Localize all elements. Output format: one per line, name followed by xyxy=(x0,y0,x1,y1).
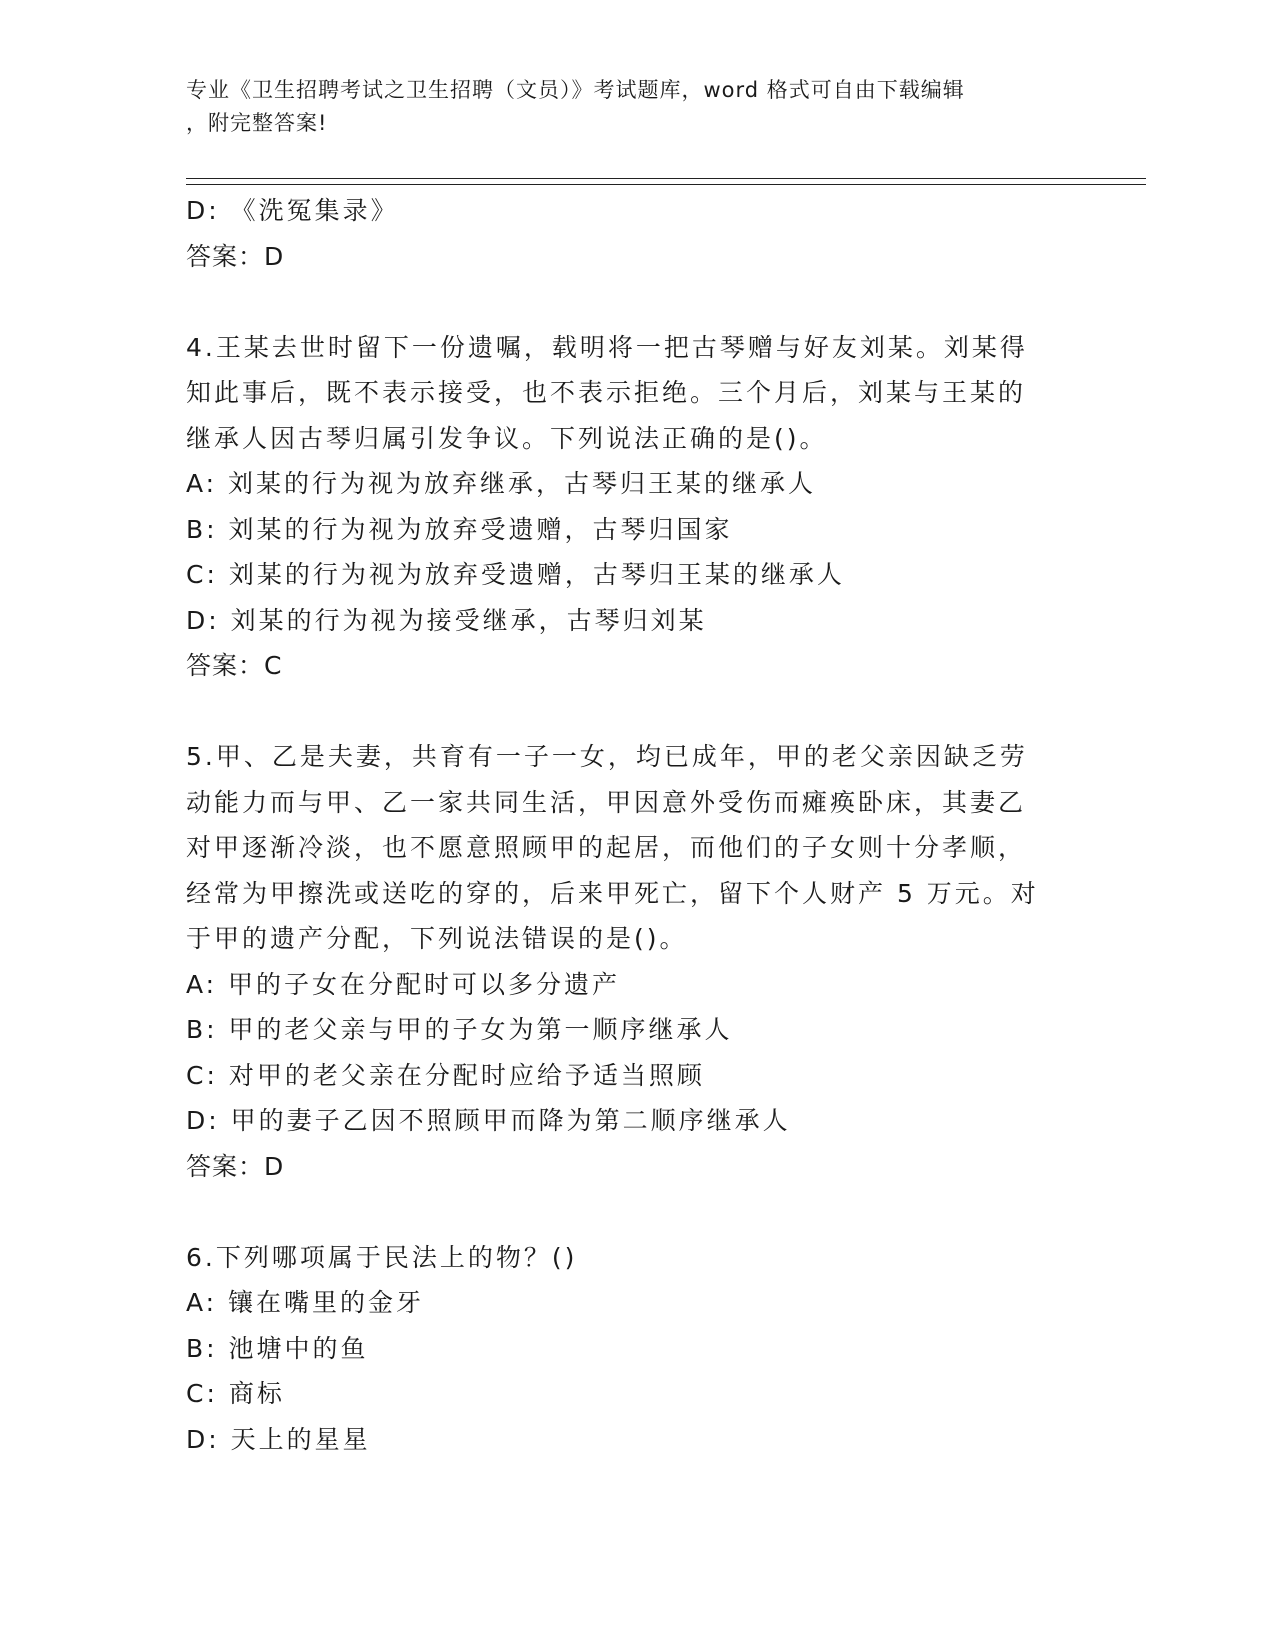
option-c: C: 商标 xyxy=(186,1379,285,1408)
question-text: 对甲逐渐冷淡，也不愿意照顾甲的起居，而他们的子女则十分孝顺， xyxy=(186,833,1027,862)
header-line-2: ，附完整答案! xyxy=(186,111,328,135)
answer: 答案：D xyxy=(186,1151,285,1181)
header-divider-bottom xyxy=(186,184,1146,185)
option-b: B: 刘某的行为视为放弃受遗赠，古琴归国家 xyxy=(186,514,733,544)
question-text: 知此事后，既不表示接受，也不表示拒绝。三个月后，刘某与王某的 xyxy=(186,378,1027,407)
header-divider-top xyxy=(186,178,1146,179)
question-list xyxy=(186,188,1066,1462)
question-6 xyxy=(186,1235,1066,1463)
spacer xyxy=(186,689,1066,735)
question-text: 于甲的遗产分配，下列说法错误的是()。 xyxy=(186,924,688,953)
option-d: D: 甲的妻子乙因不照顾甲而降为第二顺序继承人 xyxy=(186,1106,791,1135)
option-a: A: 刘某的行为视为放弃继承，古琴归王某的继承人 xyxy=(186,469,817,498)
question-3-tail xyxy=(186,188,1066,279)
question-text: 动能力而与甲、乙一家共同生活，甲因意外受伤而瘫痪卧床，其妻乙 xyxy=(186,787,1027,817)
question-text: 4.王某去世时留下一份遗嘱，载明将一把古琴赠与好友刘某。刘某得 xyxy=(186,332,1028,362)
question-4 xyxy=(186,325,1066,689)
option-b: B: 甲的老父亲与甲的子女为第一顺序继承人 xyxy=(186,1015,733,1044)
option-d: D: 《洗冤集录》 xyxy=(186,196,399,225)
question-5 xyxy=(186,734,1066,1189)
question-text: 经常为甲擦洗或送吃的穿的，后来甲死亡，留下个人财产 5 万元。对 xyxy=(186,878,1039,908)
header-line-1: 专业《卫生招聘考试之卫生招聘（文员）》考试题库，word 格式可自由下载编辑 xyxy=(186,78,965,102)
option-d: D: 刘某的行为视为接受继承，古琴归刘某 xyxy=(186,605,707,635)
option-d: D: 天上的星星 xyxy=(186,1424,371,1454)
answer: 答案：D xyxy=(186,241,285,271)
option-c: C: 对甲的老父亲在分配时应给予适当照顾 xyxy=(186,1060,705,1090)
question-text: 5.甲、乙是夫妻，共育有一子一女，均已成年，甲的老父亲因缺乏劳 xyxy=(186,742,1028,771)
answer: 答案：C xyxy=(186,651,283,680)
option-a: A: 甲的子女在分配时可以多分遗产 xyxy=(186,969,621,999)
question-text: 6.下列哪项属于民法上的物？() xyxy=(186,1242,578,1272)
option-b: B: 池塘中的鱼 xyxy=(186,1333,369,1363)
spacer xyxy=(186,279,1066,325)
spacer xyxy=(186,1189,1066,1235)
option-c: C: 刘某的行为视为放弃受遗赠，古琴归王某的继承人 xyxy=(186,560,845,589)
question-text: 继承人因古琴归属引发争议。下列说法正确的是()。 xyxy=(186,423,828,453)
option-a: A: 镶在嘴里的金牙 xyxy=(186,1288,425,1317)
document-header xyxy=(186,74,1066,140)
